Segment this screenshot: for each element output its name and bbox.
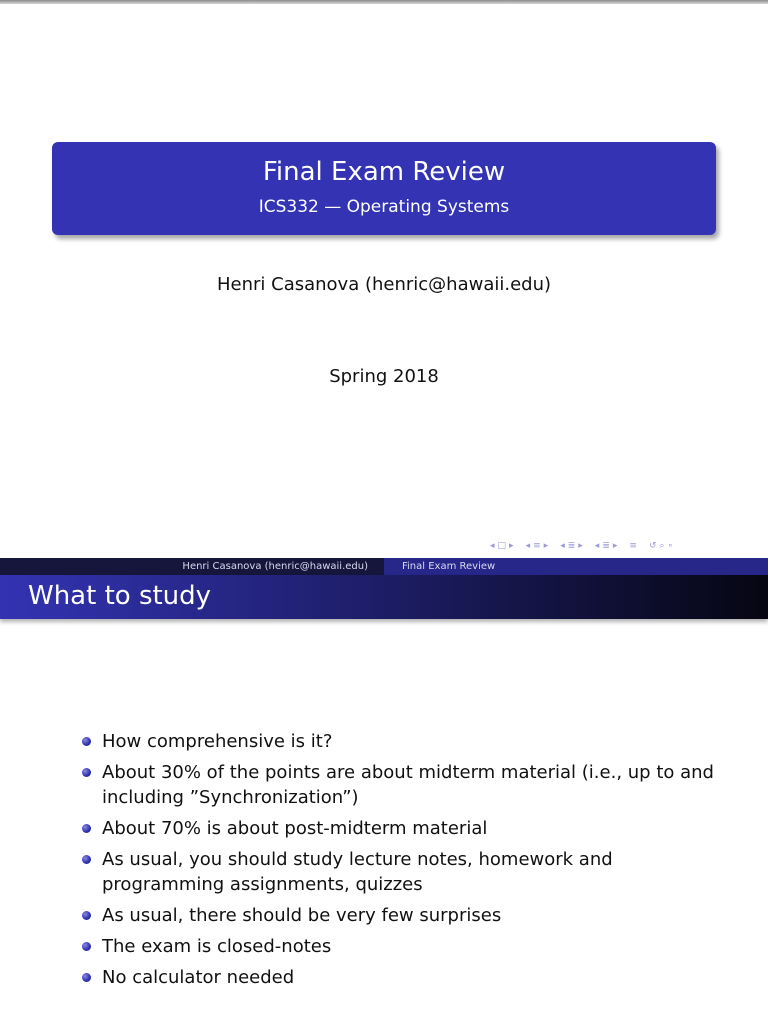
beamer-navigation-bar [490, 538, 760, 554]
nav-prev-part-icon[interactable]: ◂ [594, 541, 600, 551]
nav-part-icon[interactable]: ≣ [602, 541, 610, 551]
bullet-dot-icon [82, 824, 91, 833]
bullet-text: About 30% of the points are about midterm material (i.e., up to and including ”Synchronization”) [102, 762, 714, 808]
date-line: Spring 2018 [329, 366, 439, 387]
bullet-dot-icon [82, 911, 91, 920]
slide-footline [0, 558, 768, 575]
frame-title: What to study [28, 581, 212, 611]
nav-zoom-icon[interactable]: ∘ [667, 541, 674, 551]
list-item [0, 903, 768, 928]
nav-toc-icon[interactable]: ≡ [629, 541, 637, 551]
bullet-text: As usual, you should study lecture notes, homework and programming assignments, quizzes [102, 849, 613, 895]
list-item [0, 965, 768, 990]
bullet-dot-icon [82, 855, 91, 864]
presentation-title: Final Exam Review [262, 157, 506, 187]
nav-section-icon[interactable]: ≣ [567, 541, 576, 551]
list-item [0, 729, 768, 754]
list-item [0, 934, 768, 959]
nav-loop-icon[interactable]: ↺ [648, 541, 657, 551]
nav-search-icon[interactable]: ⌕ [659, 541, 665, 551]
list-item [0, 816, 768, 841]
bullet-list [0, 729, 768, 996]
bullet-text: The exam is closed-notes [102, 936, 332, 957]
bullet-dot-icon [82, 768, 91, 777]
author-line: Henri Casanova (henric@hawaii.edu) [216, 274, 552, 295]
nav-next-frame-icon[interactable]: ▸ [509, 541, 514, 551]
bullet-dot-icon [82, 737, 91, 746]
list-item [0, 760, 768, 810]
footline-author: Henri Casanova (henric@hawaii.edu) [0, 558, 384, 575]
nav-frame-icon[interactable]: □ [497, 541, 507, 551]
title-slide [0, 4, 768, 558]
nav-next-part-icon[interactable]: ▸ [612, 541, 618, 551]
presentation-subtitle: ICS332 — Operating Systems [258, 197, 510, 217]
bullet-text: As usual, there should be very few surprises [102, 905, 502, 926]
nav-next-section-icon[interactable]: ▸ [578, 541, 583, 551]
bullet-dot-icon [82, 942, 91, 951]
nav-prev-frame-icon[interactable]: ◂ [490, 541, 495, 551]
bullet-text: How comprehensive is it? [102, 731, 333, 752]
content-slide [0, 575, 768, 1024]
list-item [0, 847, 768, 897]
nav-prev-section-icon[interactable]: ◂ [560, 541, 565, 551]
nav-subsection-icon[interactable]: ≡ [533, 541, 541, 551]
bullet-text: About 70% is about post-midterm material [102, 818, 488, 839]
nav-next-subsection-icon[interactable]: ▸ [543, 541, 549, 551]
footline-title: Final Exam Review [384, 558, 768, 575]
title-box [52, 142, 716, 235]
nav-prev-subsection-icon[interactable]: ◂ [525, 541, 531, 551]
bullet-dot-icon [82, 973, 91, 982]
bullet-text: No calculator needed [102, 967, 295, 988]
frame-title-bar [0, 575, 768, 619]
